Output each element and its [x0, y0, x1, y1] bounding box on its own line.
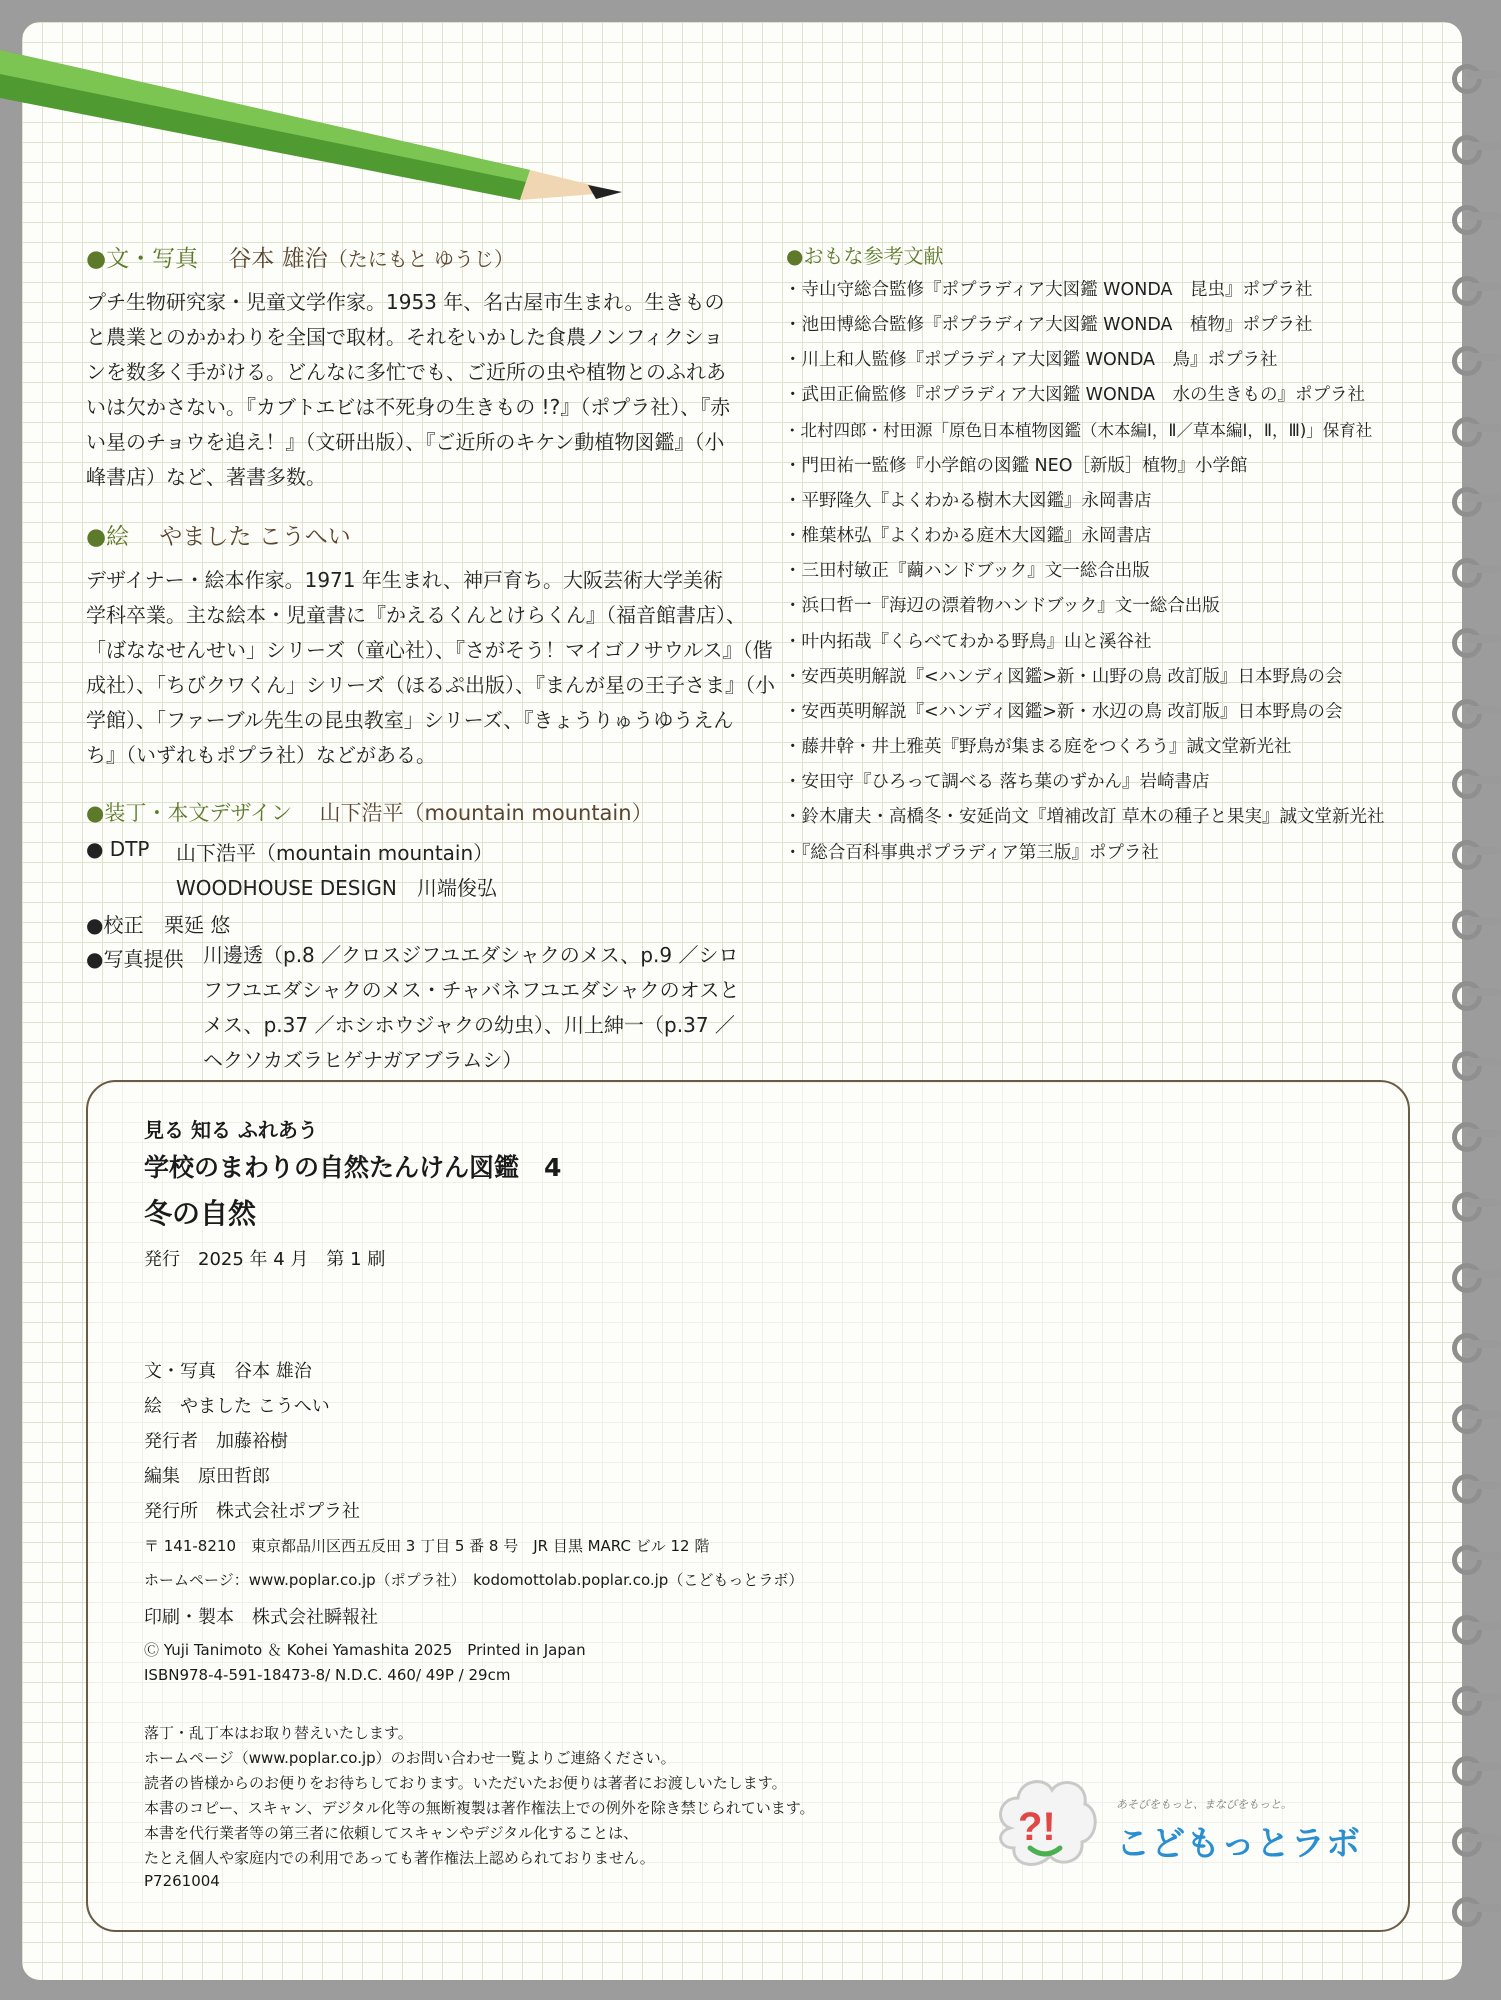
- edition: 発行 2025 年 4 月 第 1 刷: [144, 1249, 386, 1270]
- book-subtitle: 冬の自然: [144, 1197, 257, 1230]
- isbn: ISBN978-4-591-18473-8/ N.D.C. 460/ 49P / 29cm: [144, 1666, 511, 1684]
- binding-ring-icon: [1446, 62, 1501, 92]
- reference-item: ・平野隆久『よくわかる樹木大図鑑』永岡書店: [784, 491, 1152, 511]
- binding-ring-icon: [1446, 1402, 1501, 1432]
- binding-ring-icon: [1446, 1472, 1501, 1502]
- design-heading: ●装丁・本文デザイン 山下浩平（mountain mountain）: [86, 801, 653, 825]
- kodomotto-labo-logo: [990, 1758, 1361, 1888]
- reference-item: ・鈴木庸夫・高橋冬・安延尚文『増補改訂 草木の種子と果実』誠文堂新光社: [784, 807, 1385, 827]
- dtp-label: ● DTP: [86, 837, 150, 861]
- reference-item: ・池田博総合監修『ポプラディア大図鑑 WONDA 植物』ポプラ社: [784, 315, 1313, 335]
- notice-line: 本書を代行業者等の第三者に依頼してスキャンやデジタル化することは、: [144, 1824, 639, 1842]
- binding-ring-icon: [1446, 1754, 1501, 1784]
- reference-item: ・椎葉林弘『よくわかる庭木大図鑑』永岡書店: [784, 526, 1152, 546]
- binding-ring-icon: [1446, 1895, 1501, 1925]
- illustrator-name: やました こうへい: [159, 524, 351, 550]
- reference-item: ・『総合百科事典ポプラディア第三版』ポプラ社: [784, 843, 1159, 863]
- binding-ring-icon: [1446, 1684, 1501, 1714]
- reference-item: ・武田正倫監修『ポプラディア大図鑑 WONDA 水の生きもの』ポプラ社: [784, 385, 1365, 405]
- logo-mark: ?!: [1018, 1805, 1056, 1849]
- printer: 印刷・製本 株式会社瞬報社: [144, 1607, 378, 1628]
- reference-item: ・三田村敏正『繭ハンドブック』文一総合出版: [784, 561, 1150, 581]
- reference-item: ・浜口哲一『海辺の漂着物ハンドブック』文一総合出版: [784, 596, 1220, 616]
- notice-line: たとえ個人や家庭内での利用であっても著作権法上認められておりません。: [144, 1849, 655, 1867]
- reference-item: ・安西英明解説『<ハンディ図鑑>新・山野の鳥 改訂版』日本野鳥の会: [784, 667, 1343, 687]
- book-title: 学校のまわりの自然たんけん図鑑 4: [144, 1153, 562, 1182]
- copyright: Ⓒ Yuji Tanimoto ＆ Kohei Yamashita 2025 Printed in Japan: [144, 1641, 586, 1659]
- notice-line: 落丁・乱丁本はお取り替えいたします。: [144, 1724, 413, 1742]
- binding-ring-icon: [1446, 415, 1501, 445]
- binding-ring-icon: [1446, 1613, 1501, 1643]
- binding-ring-icon: [1446, 133, 1501, 163]
- reference-item: ・安田守『ひろって調べる 落ち葉のずかん』岩崎書店: [784, 772, 1210, 792]
- reference-item: ・川上和人監修『ポプラディア大図鑑 WONDA 鳥』ポプラ社: [784, 350, 1278, 370]
- reference-item: ・寺山守総合監修『ポプラディア大図鑑 WONDA 昆虫』ポプラ社: [784, 280, 1313, 300]
- binding-ring-icon: [1446, 485, 1501, 515]
- credit-line: 文・写真 谷本 雄治: [144, 1361, 312, 1382]
- binding-ring-icon: [1446, 203, 1501, 233]
- reference-item: ・安西英明解説『<ハンディ図鑑>新・水辺の鳥 改訂版』日本野鳥の会: [784, 702, 1343, 722]
- binding-ring-icon: [1446, 1049, 1501, 1079]
- notice-line: 読者の皆様からのお便りをお待ちしております。いただいたお便りは著者にお渡しいたします。: [144, 1774, 787, 1792]
- notice-line: 本書のコピー、スキャン、デジタル化等の無断複製は著作権法上での例外を除き禁じられています。: [144, 1799, 815, 1817]
- series-name: 見る 知る ふれあう: [144, 1118, 318, 1142]
- credit-line: 発行者 加藤裕樹: [144, 1431, 288, 1452]
- dtp-line-1: 山下浩平（mountain mountain）: [176, 841, 494, 865]
- dtp-line-2: WOODHOUSE DESIGN 川端俊弘: [176, 876, 497, 900]
- binding-ring-icon: [1446, 908, 1501, 938]
- author-heading: ●文・写真 谷本 雄治（たにもと ゆうじ）: [86, 246, 515, 272]
- credit-line: 発行所 株式会社ポプラ社: [144, 1501, 360, 1522]
- logo-name: こどもっとラボ: [1116, 1824, 1361, 1864]
- reference-item: ・門田祐一監修『小学館の図鑑 NEO［新版］植物』小学館: [784, 456, 1248, 476]
- binding-ring-icon: [1446, 838, 1501, 868]
- notice-line: ホームページ（www.poplar.co.jp）のお問い合わせ一覧よりご連絡ください。: [144, 1749, 676, 1767]
- binding-ring-icon: [1446, 274, 1501, 304]
- product-code: P7261004: [144, 1872, 220, 1890]
- proof-name: 栗延 悠: [164, 913, 231, 937]
- reference-item: ・叶内拓哉『くらべてわかる野鳥』山と溪谷社: [784, 632, 1152, 652]
- credit-line: 絵 やました こうへい: [144, 1396, 330, 1417]
- references-heading: ●おもな参考文献: [786, 244, 944, 268]
- publisher-address: 〒 141-8210 東京都品川区西五反田 3 丁目 5 番 8 号 JR 目黒 MARC ビル 12 階: [144, 1537, 710, 1555]
- illustrator-bio: デザイナー・絵本作家。1971 年生まれ、神戸育ち。大阪芸術大学美術 学科卒業。主な絵本・児童書に『かえるくんとけらくん』（福音館書店）、 「ばななせんせい」シリーズ（童心社）、『さがそう！マイゴノサウルス』（偕 成社）、「ちびクワくん」シリーズ（ほるぷ出版）、『まんが星の王子さま』（小 学館）、「ファーブル先生の昆虫教室」シリーズ、『きょうりゅうゆうえん ち』（いずれもポプラ社）などがある。: [86, 568, 775, 767]
- reference-item: ・藤井幹・井上雅英『野鳥が集まる庭をつくろう』誠文堂新光社: [784, 737, 1292, 757]
- spiral-binding: [1446, 62, 1501, 1962]
- binding-ring-icon: [1446, 767, 1501, 797]
- binding-ring-icon: [1446, 1190, 1501, 1220]
- design-name: 山下浩平（mountain mountain）: [319, 801, 653, 825]
- binding-ring-icon: [1446, 344, 1501, 374]
- credit-line: 編集 原田哲郎: [144, 1466, 270, 1487]
- photo-credits: 川邊透（p.8 ／クロスジフユエダシャクのメス、p.9 ／シロ フフユエダシャクのメス・チャバネフユエダシャクのオスと メス、p.37 ／ホシホウジャクの幼虫）、川上紳一（p.37 ／ ヘクソカズラヒゲナガアブラムシ）: [203, 943, 740, 1072]
- binding-ring-icon: [1446, 556, 1501, 586]
- proof-label: ●校正: [86, 913, 144, 937]
- binding-ring-icon: [1446, 1825, 1501, 1855]
- illustrator-heading: ●絵 やました こうへい: [86, 524, 351, 550]
- author-name: 谷本 雄治: [228, 246, 328, 272]
- binding-ring-icon: [1446, 1261, 1501, 1291]
- binding-ring-icon: [1446, 626, 1501, 656]
- binding-ring-icon: [1446, 697, 1501, 727]
- binding-ring-icon: [1446, 1543, 1501, 1573]
- binding-ring-icon: [1446, 1120, 1501, 1150]
- author-bio: プチ生物研究家・児童文学作家。1953 年、名古屋市生まれ。生きもの と農業とのかかわりを全国で取材。それをいかした食農ノンフィクショ ンを数多く手がける。どんなに多忙でも、ご近所の虫や植物とのふれあ いは欠かさない。『カブトエビは不死身の生きもの !?』（ポプラ社）、『赤 い星のチョウを追え！』（文研出版）、『ご近所のキケン動植物図鑑』（小 峰書店）など、著書多数。: [86, 290, 731, 489]
- publisher-homepage: ホームページ：www.poplar.co.jp（ポプラ社） kodomottolab.poplar.co.jp（こどもっとラボ）: [144, 1571, 804, 1589]
- author-reading: （たにもと ゆうじ）: [327, 247, 515, 271]
- photo-label: ●写真提供: [86, 947, 184, 971]
- binding-ring-icon: [1446, 1331, 1501, 1361]
- reference-item: ・北村四郎・村田源「原色日本植物図鑑（木本編Ⅰ，Ⅱ／草本編Ⅰ，Ⅱ，Ⅲ)」保育社: [784, 421, 1373, 440]
- binding-ring-icon: [1446, 979, 1501, 1009]
- pencil-icon: [0, 30, 640, 210]
- cloud-logo-icon: [990, 1768, 1100, 1878]
- logo-tagline: あそびをもっと、まなびをもっと。: [1116, 1798, 1292, 1811]
